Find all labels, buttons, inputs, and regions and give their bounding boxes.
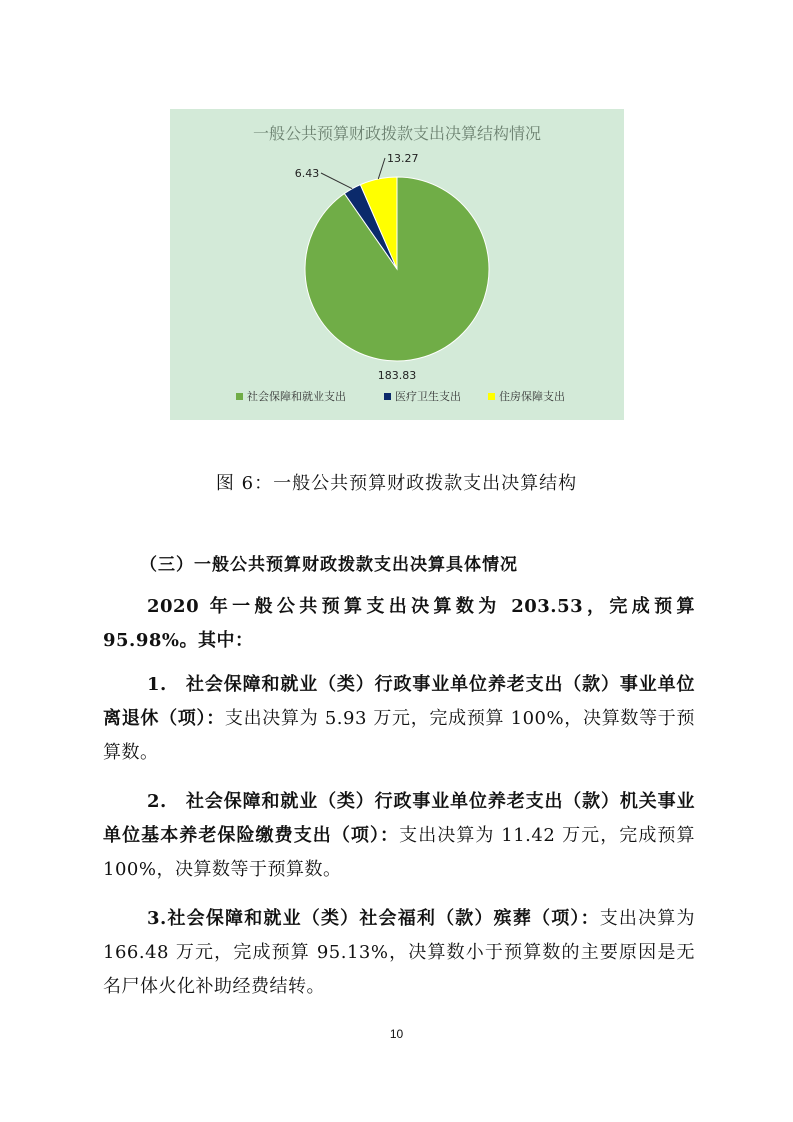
leader-line-3 — [378, 158, 385, 179]
item-1-lead: 1. 社会保障和就业（类）行政事业单位养老支出（款）事业单位离退休（项）： — [103, 674, 695, 729]
legend-swatch-3 — [488, 393, 495, 400]
intro-text: 2020 年一般公共预算支出决算数为 203.53，完成预算 95.98%。其中： — [103, 596, 695, 651]
data-label-1: 183.83 — [377, 369, 417, 382]
legend-label-2: 医疗卫生支出 — [395, 390, 461, 403]
figure-caption: 图 6：一般公共预算财政拨款支出决算结构 — [215, 473, 578, 494]
legend-label-1: 社会保障和就业支出 — [247, 390, 346, 403]
item-3-body: 支出决算为 166.48 万元，完成预算 95.13%，决算数小于预算数的主要原因是无名尸体火化补助经费结转。 — [103, 908, 695, 997]
pie-chart-svg — [170, 109, 624, 420]
legend-label-3: 住房保障支出 — [499, 390, 565, 403]
item-paragraph-3 — [103, 902, 695, 1004]
item-3-lead: 3.社会保障和就业（类）社会福利（款）殡葬（项）： — [147, 908, 600, 929]
pie-chart — [170, 109, 624, 420]
item-1-body: 支出决算为 5.93 万元，完成预算 100%，决算数等于预算数。 — [103, 708, 696, 763]
section-title: （三）一般公共预算财政拨款支出决算具体情况 — [140, 555, 518, 575]
item-paragraph-1 — [103, 668, 695, 770]
item-2-body: 支出决算为 11.42 万元，完成预算 100%，决算数等于预算数。 — [103, 825, 696, 880]
legend-swatch-1 — [236, 393, 243, 400]
chart-title: 一般公共预算财政拨款支出决算结构情况 — [252, 124, 542, 143]
data-label-2: 6.43 — [294, 167, 320, 180]
item-2-lead: 2. 社会保障和就业（类）行政事业单位养老支出（款）机关事业单位基本养老保险缴费支出（项）： — [103, 791, 695, 846]
page-number: 10 — [389, 1027, 404, 1041]
intro-paragraph — [103, 590, 695, 658]
leader-line-2 — [321, 173, 352, 189]
data-label-3: 13.27 — [387, 152, 419, 165]
item-paragraph-2 — [103, 785, 695, 887]
legend-swatch-2 — [384, 393, 391, 400]
